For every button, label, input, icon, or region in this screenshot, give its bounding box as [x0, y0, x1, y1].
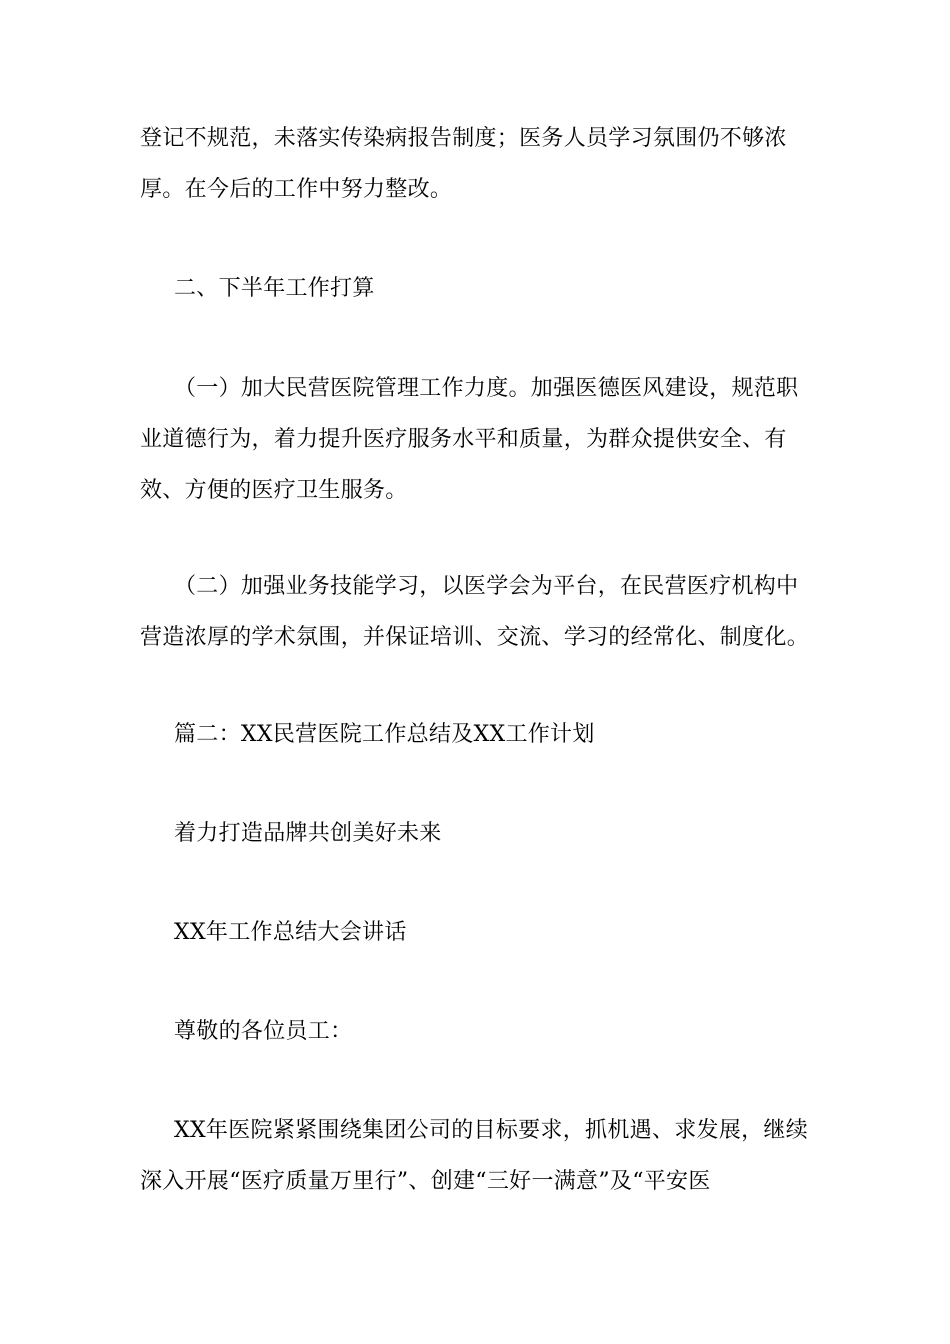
speech-title: XX年工作总结大会讲话 [174, 920, 407, 945]
subtitle: 着力打造品牌共创美好未来 [174, 821, 442, 846]
section-heading: 二、下半年工作打算 [174, 276, 375, 301]
paragraph-line: （二）加强业务技能学习，以医学会为平台，在民营医疗机构中 [174, 574, 799, 599]
paragraph-line: 效、方便的医疗卫生服务。 [140, 478, 408, 503]
paragraph-line: 厚。在今后的工作中努力整改。 [140, 177, 453, 202]
paragraph-line: XX年医院紧紧围绕集团公司的目标要求，抓机遇、求发展，继续 [174, 1118, 809, 1143]
paragraph-line: （一）加大民营医院管理工作力度。加强医德医风建设，规范职 [174, 376, 799, 401]
salutation: 尊敬的各位员工： [174, 1019, 353, 1044]
paragraph-line: 深入开展“医疗质量万里行”、创建“三好一满意”及“平安医 [140, 1169, 711, 1194]
paragraph-line: 登记不规范，未落实传染病报告制度；医务人员学习氛围仍不够浓 [140, 126, 787, 151]
paragraph-line: 业道德行为，着力提升医疗服务水平和质量，为群众提供安全、有 [140, 427, 787, 452]
paragraph-line: 营造浓厚的学术氛围，并保证培训、交流、学习的经常化、制度化。 [140, 625, 810, 650]
chapter-title: 篇二：XX民营医院工作总结及XX工作计划 [174, 722, 595, 747]
